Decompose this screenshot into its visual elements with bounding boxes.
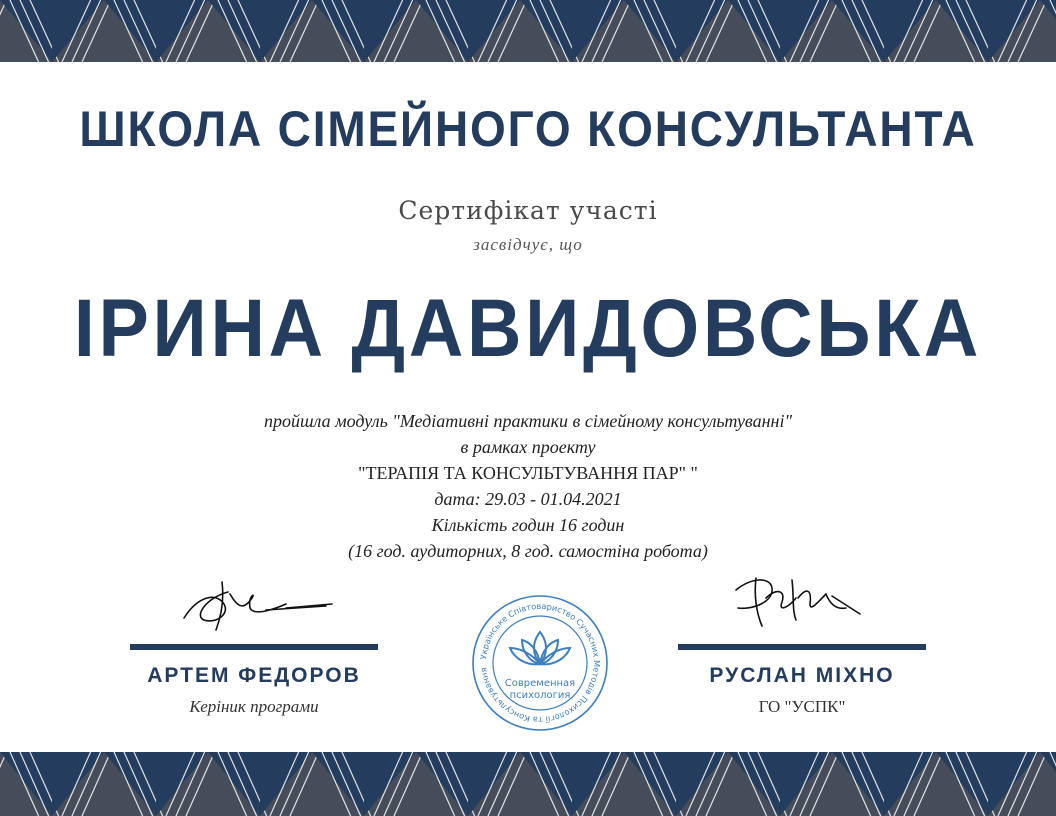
right-signature [726,568,876,632]
lotus-icon [510,632,570,664]
right-signatory-role: ГО "УСПК" [758,697,846,716]
bottom-pattern-band [0,752,1056,816]
right-signature-line [678,644,926,650]
right-signatory-name: РУСЛАН МІХНО [709,664,895,687]
date-line: дата: 29.03 - 01.04.2021 [434,489,622,509]
school-title: ШКОЛА СІМЕЙНОГО КОНСУЛЬТАНТА [79,101,977,157]
left-signature-line [130,644,378,650]
organization-stamp [468,594,612,732]
left-signature [176,574,336,634]
project-intro-line: в рамках проекту [460,437,596,457]
stamp-center-line-1: Современная [504,678,576,689]
left-signatory-name: АРТЕМ ФЕДОРОВ [147,664,361,687]
hours-line: Кількість годин 16 годин [431,515,625,535]
left-signatory-role: Керіник програми [189,697,319,716]
attests-text: засвідчує, що [473,235,583,254]
hours-breakdown-line: (16 год. аудиторних, 8 год. самостіна робота) [348,541,708,561]
stamp-center-line-2: психология [509,690,571,701]
certificate-title: Сертифікат участі [398,196,658,225]
recipient-name: ІРИНА ДАВИДОВСЬКА [73,283,983,374]
top-pattern-band [0,0,1056,62]
certificate-details [0,408,1056,564]
stamp-ring-text: Українське Співтовариство Сучасних Методів Психології та Консультування [478,600,603,726]
project-name-line: "ТЕРАПІЯ ТА КОНСУЛЬТУВАННЯ ПАР" " [358,463,698,483]
module-line: пройшла модуль "Медіативні практики в сімейному консультуванні" [263,411,793,431]
